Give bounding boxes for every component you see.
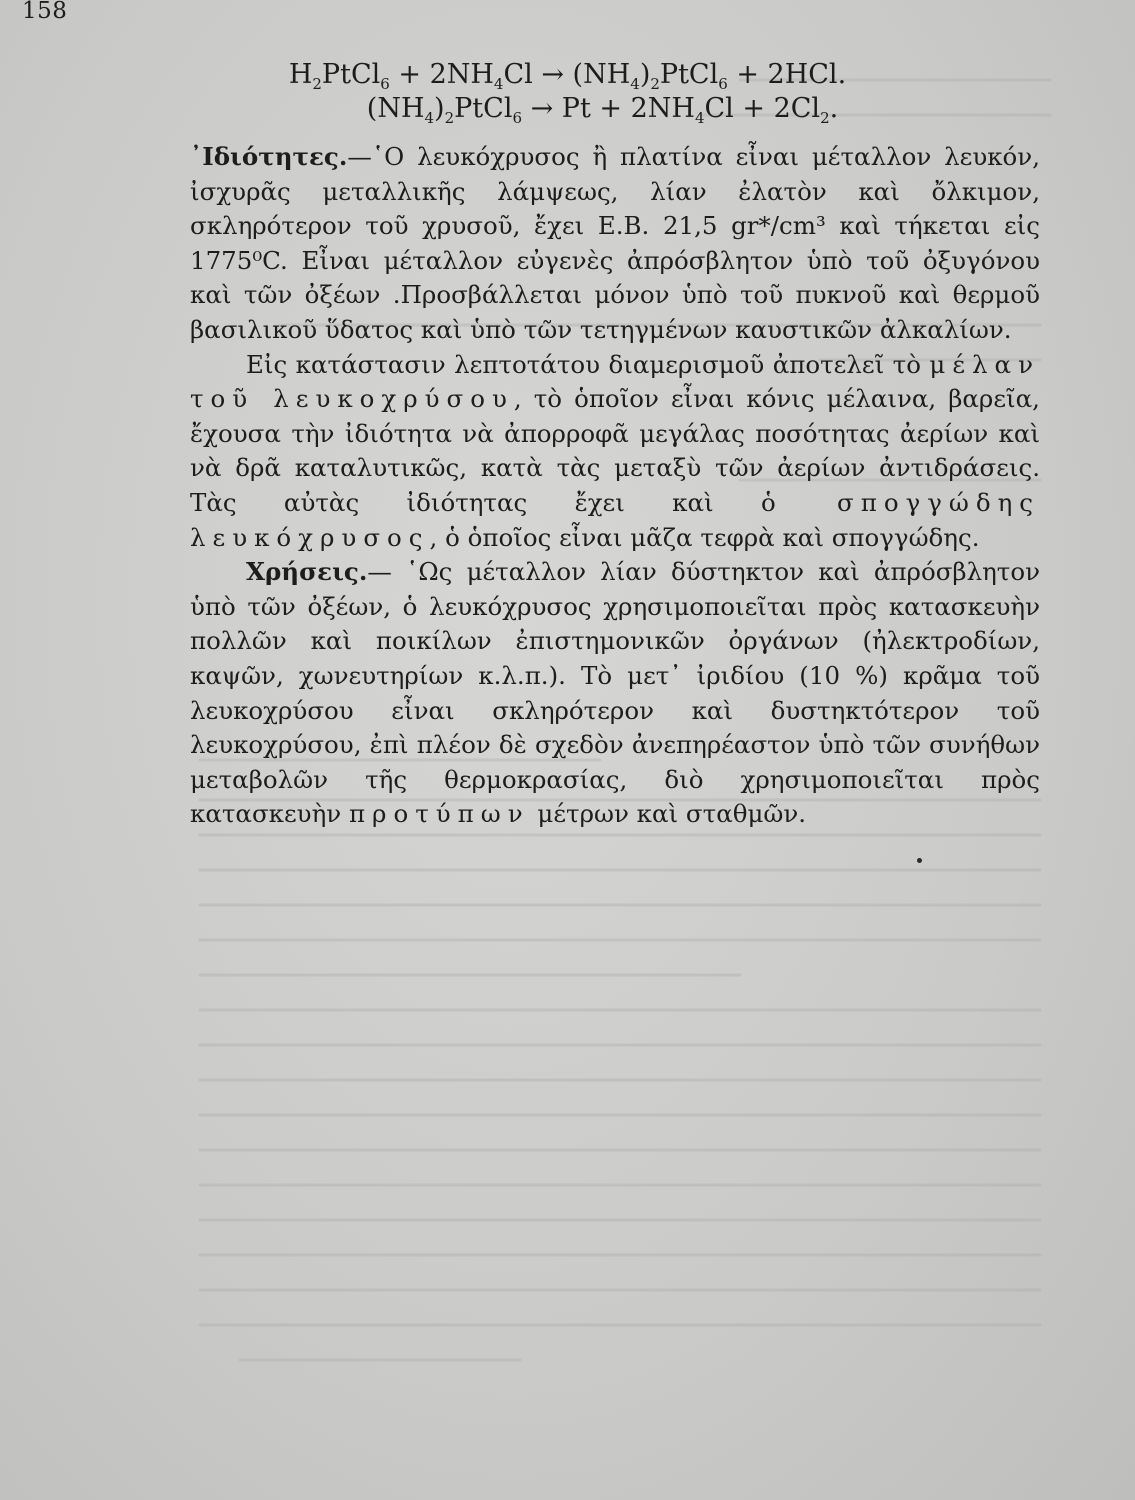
spaced-term-standards: προτύπων (348, 799, 530, 829)
uses-heading: Χρήσεις. (246, 557, 368, 587)
chemical-equations (0, 58, 1135, 126)
properties-heading: ᾿Ιδιότητες. (190, 142, 348, 171)
equation-line-2: $(NH_4)_2PtCl_6 \to Pt + 2NH_4Cl + 2Cl_2$. (366, 93, 839, 127)
body-text (190, 140, 1040, 832)
properties-text: —῾Ο λευκόχρυσος ἢ πλατίνα εἶναι μέταλλον λευκόν, ἰσχυρᾶς μεταλλικῆς λάμψεως, λίαν ἐλατὸν καὶ ὄλκιμον, σκληρότερον τοῦ χρυσοῦ, ἔχει Ε.Β. 21,5 gr*/cm³ καὶ τήκεται εἰς 1775⁰C. Εἶναι μέταλλον εὐγενὲς ἀπρόσβλητον ὑπὸ τοῦ ὀξυγόνου καὶ τῶν ὀξέων .Προσβάλλεται μόνον ὑπὸ τοῦ πυκνοῦ καὶ θερμοῦ βασιλικοῦ ὕδατος καὶ ὑπὸ τῶν τετηγμένων καυστικῶν ἀλκαλίων. (190, 142, 1040, 344)
properties-paragraph (190, 140, 1040, 348)
spaced-term-black-platinum: μέλαν τοῦ λευκοχρύσου (190, 349, 1040, 414)
ink-dot (917, 858, 922, 863)
spaced-term-sponge-platinum: ὁ σπογγώδης λευκόχρυσος (190, 487, 1041, 552)
equation-line-1: $H_2PtCl_6 + 2NH_4Cl$ → $(NH_4)_2PtCl_6 + 2HCl$. (288, 59, 847, 93)
page-number: 158 (22, 0, 68, 24)
black-platinum-paragraph: Εἰς κατάστασιν λεπτοτάτου διαμερισμοῦ ἀποτελεῖ τὸ μέλαν τοῦ λευκοχρύσου, τὸ ὁποῖον εἶναι κόνις μέλαινα, βαρεῖα, ἔχουσα τὴν ἰδιότητα νὰ ἀπορροφᾶ μεγάλας ποσότητας ἀερίων καὶ νὰ δρᾶ καταλυτικῶς, κατὰ τὰς μεταξὺ τῶν ἀερίων ἀντιδράσεις. Τὰς αὐτὰς ἰδιότητας ἔχει καὶ ὁ σπογγώδης λευκόχρυσος, ὁ ὁποῖος εἶναι μᾶζα τεφρὰ καὶ σπογγώδης. (190, 349, 1041, 552)
uses-paragraph: Χρήσεις.— ῾Ως μέταλλον λίαν δύστηκτον καὶ ἀπρόσβλητον ὑπὸ τῶν ὀξέων, ὁ λευκόχρυσος χρησιμοποιεῖται πρὸς κατασκευὴν πολλῶν καὶ ποικίλων ἐπιστημονικῶν ὀργάνων (ἠλεκτροδίων, καψῶν, χωνευτηρίων κ.λ.π.). Τὸ μετ᾿ ἰριδίου (10 %) κρᾶμα τοῦ λευκοχρύσου εἶναι σκληρότερον καὶ δυστηκτότερον τοῦ λευκοχρύσου, ἐπὶ πλέον δὲ σχεδὸν ἀνεπηρέαστον ὑπὸ τῶν συνήθων μεταβολῶν τῆς θερμοκρασίας, διὸ χρησιμοποιεῖται πρὸς κατασκευὴν προτύπων μέτρων καὶ σταθμῶν. (190, 557, 1040, 829)
